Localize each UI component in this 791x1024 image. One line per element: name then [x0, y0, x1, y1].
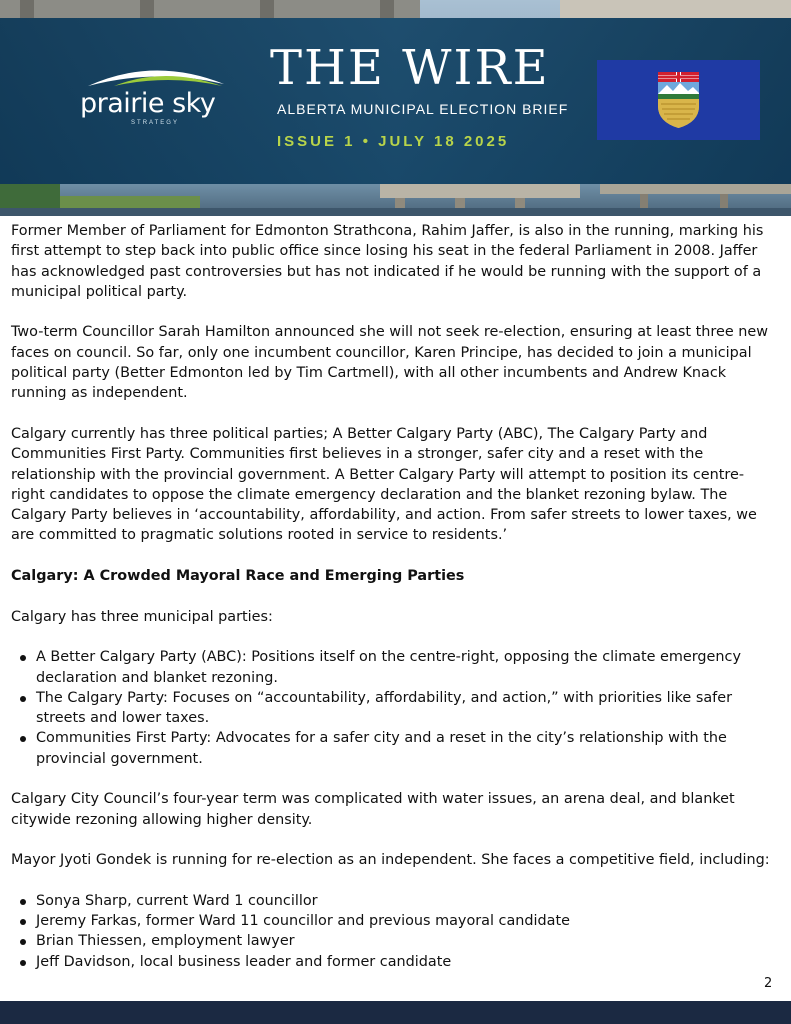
- list-item: Jeff Davidson, local business leader and former candidate: [36, 952, 776, 972]
- candidates-list: [11, 891, 776, 972]
- paragraph-calgary-parties: Calgary currently has three political parties; A Better Calgary Party (ABC), The Calgary Party and Communities First Party. Communities first believes in a stronger, safer city and a reset with the relationship with the provincial government. A Better Calgary Party will attempt to position its centre-right candidates to oppose the climate emergency declaration and the blanket rezoning bylaw. The Calgary Party believes in ‘accountability, affordability, and action. From safer streets to lower taxes, we are committed to pragmatic solutions rooted in service to residents.’: [11, 425, 757, 544]
- list-item: The Calgary Party: Focuses on “accountability, affordability, and action,” with priorities like safer streets and lower taxes.: [36, 688, 776, 729]
- list-item: Sonya Sharp, current Ward 1 councillor: [36, 891, 776, 911]
- paragraph-council-term: Calgary City Council’s four-year term was complicated with water issues, an arena deal, and blanket citywide rezoning allowing higher density.: [11, 791, 735, 828]
- issue-date: ISSUE 1 • JULY 18 2025: [277, 133, 510, 150]
- alberta-coat-of-arms-icon: [597, 60, 760, 140]
- list-item: Jeremy Farkas, former Ward 11 councillor and previous mayoral candidate: [36, 911, 776, 931]
- newsletter-title: THE WIRE: [270, 40, 550, 96]
- paragraph-jaffer: Former Member of Parliament for Edmonton Strathcona, Rahim Jaffer, is also in the running, marking his first attempt to step back into public office since losing his seat in the federal Parliament in 2008. Jaffer has acknowledged past controversies but has not indicated if he would be running with the support of a municipal political party.: [11, 223, 764, 300]
- newsletter-subtitle: ALBERTA MUNICIPAL ELECTION BRIEF: [277, 101, 569, 117]
- alberta-flag: [597, 60, 760, 140]
- article-body: [11, 221, 776, 992]
- logo-subtext: STRATEGY: [131, 120, 179, 126]
- list-item: A Better Calgary Party (ABC): Positions itself on the centre-right, opposing the climate emergency declaration and blanket rezoning.: [36, 647, 776, 688]
- logo-swoosh-icon: [84, 62, 226, 88]
- list-item: Brian Thiessen, employment lawyer: [36, 931, 776, 951]
- parties-list: [11, 647, 776, 769]
- paragraph-parties-intro: Calgary has three municipal parties:: [11, 608, 273, 625]
- footer-bar: [0, 1001, 791, 1024]
- header-banner: [0, 0, 791, 216]
- paragraph-hamilton: Two-term Councillor Sarah Hamilton announced she will not seek re-election, ensuring at least three new faces on council. So far, only one incumbent councillor, Karen Principe, has decided to join a municipal political party (Better Edmonton led by Tim Cartmell), with all other incumbents and Andrew Knack running as independent.: [11, 324, 769, 402]
- logo-text: prairie sky: [80, 88, 216, 119]
- list-item: Communities First Party: Advocates for a safer city and a reset in the city’s relationship with the provincial government.: [36, 728, 776, 769]
- section-heading: Calgary: A Crowded Mayoral Race and Emerging Parties: [11, 568, 465, 585]
- prairie-sky-logo: [80, 62, 230, 130]
- paragraph-mayor-race: Mayor Jyoti Gondek is running for re-election as an independent. She faces a competitive field, including:: [11, 852, 770, 869]
- page-number: 2: [764, 976, 773, 991]
